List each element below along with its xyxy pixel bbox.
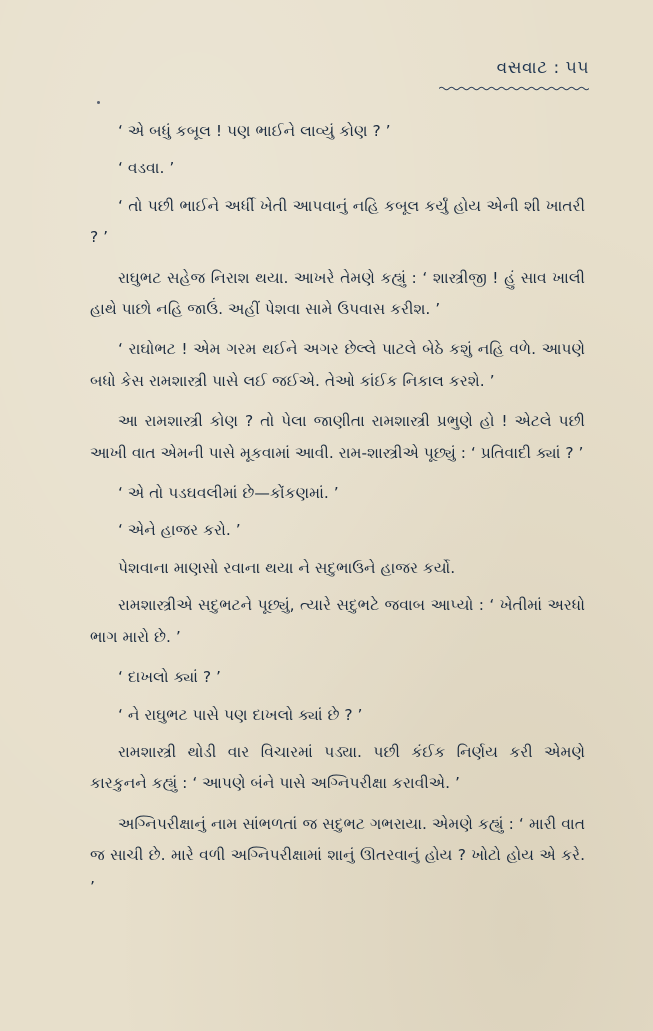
paragraph: આ રામશાસ્ત્રી કોણ ? તો પેલા જાણીતા રામશાસ્ત્રી પ્રભુણે હો ! એટલે પછી આખી વાત એમની પાસે મૂકવામાં આવી. રામ-શાસ્ત્રીએ પૂછ્યું : ‘ પ્રતિવાદી ક્યાં ? ’	[90, 412, 585, 462]
paragraph: રાઘુભટ સહેજ નિરાશ થયા. આખરે તેમણે કહ્યું : ‘ શાસ્ત્રીજી ! હું સાવ ખાલી હાથે પાછો નહિ જાઉં. અહીં પેશવા સામે ઉપવાસ કરીશ. ’	[90, 268, 585, 319]
running-header: વસવાટ : ૫૫	[496, 58, 589, 78]
paragraph: ‘ એ બધું કબૂલ ! પણ ભાઈને લાવ્યું કોણ ? ’	[118, 122, 391, 140]
paragraph: ‘ વડવા. ’	[118, 159, 175, 178]
paragraph: ‘ તો પછી ભાઈને અર્ધી ખેતી આપવાનું નહિ કબૂલ કર્યું હોય એની શી ખાતરી ? ’	[90, 196, 585, 247]
paragraph: રામશાસ્ત્રી થોડી વાર વિચારમાં પડ્યા. પછી કંઈક નિર્ણય કરી એમણે કારકુનને કહ્યું : ‘ આપણે બંને પાસે અગ્નિપરીક્ષા કરાવીએ. ’	[90, 742, 585, 793]
paragraph: ‘ ને રાઘુભટ પાસે પણ દાખલો ક્યાં છે ? ’	[118, 705, 363, 724]
ink-speck	[97, 101, 100, 104]
paragraph: ‘ એને હાજર કરો. ’	[118, 521, 241, 540]
paragraph: પેશવાના માણસો રવાના થયા ને સદુભાઉને હાજર કર્યો.	[118, 558, 456, 577]
paragraph: ‘ દાખલો ક્યાં ? ’	[118, 668, 221, 687]
paragraph: રામશાસ્ત્રીએ સદુભટને પૂછ્યું, ત્યારે સદુભટે જવાબ આપ્યો : ‘ ખેતીમાં અરધો ભાગ મારો છે. ’	[90, 596, 585, 646]
paragraph: ‘ એ તો પડઘવલીમાં છે—કોંકણમાં. ’	[118, 484, 339, 503]
body-text	[90, 116, 585, 912]
paragraph: અગ્નિપરીક્ષાનું નામ સાંભળતાં જ સદુભટ ગભરાયા. એમણે કહ્યું : ‘ મારી વાત જ સાચી છે. મારે વળી અગ્નિપરીક્ષામાં શાનું ઊતરવાનું હોય ? ખોટો હોય એ કરે. ’	[90, 814, 585, 896]
paragraph: ‘ રાઘોભટ ! એમ ગરમ થઈને અગર છેલ્લે પાટલે બેઠે કશું નહિ વળે. આપણે બધો કેસ રામશાસ્ત્રી પાસે લઈ જઈએ. તેઓ કાંઈક નિકાલ કરશે. ’	[90, 340, 585, 390]
header-wavy-rule	[439, 86, 589, 91]
